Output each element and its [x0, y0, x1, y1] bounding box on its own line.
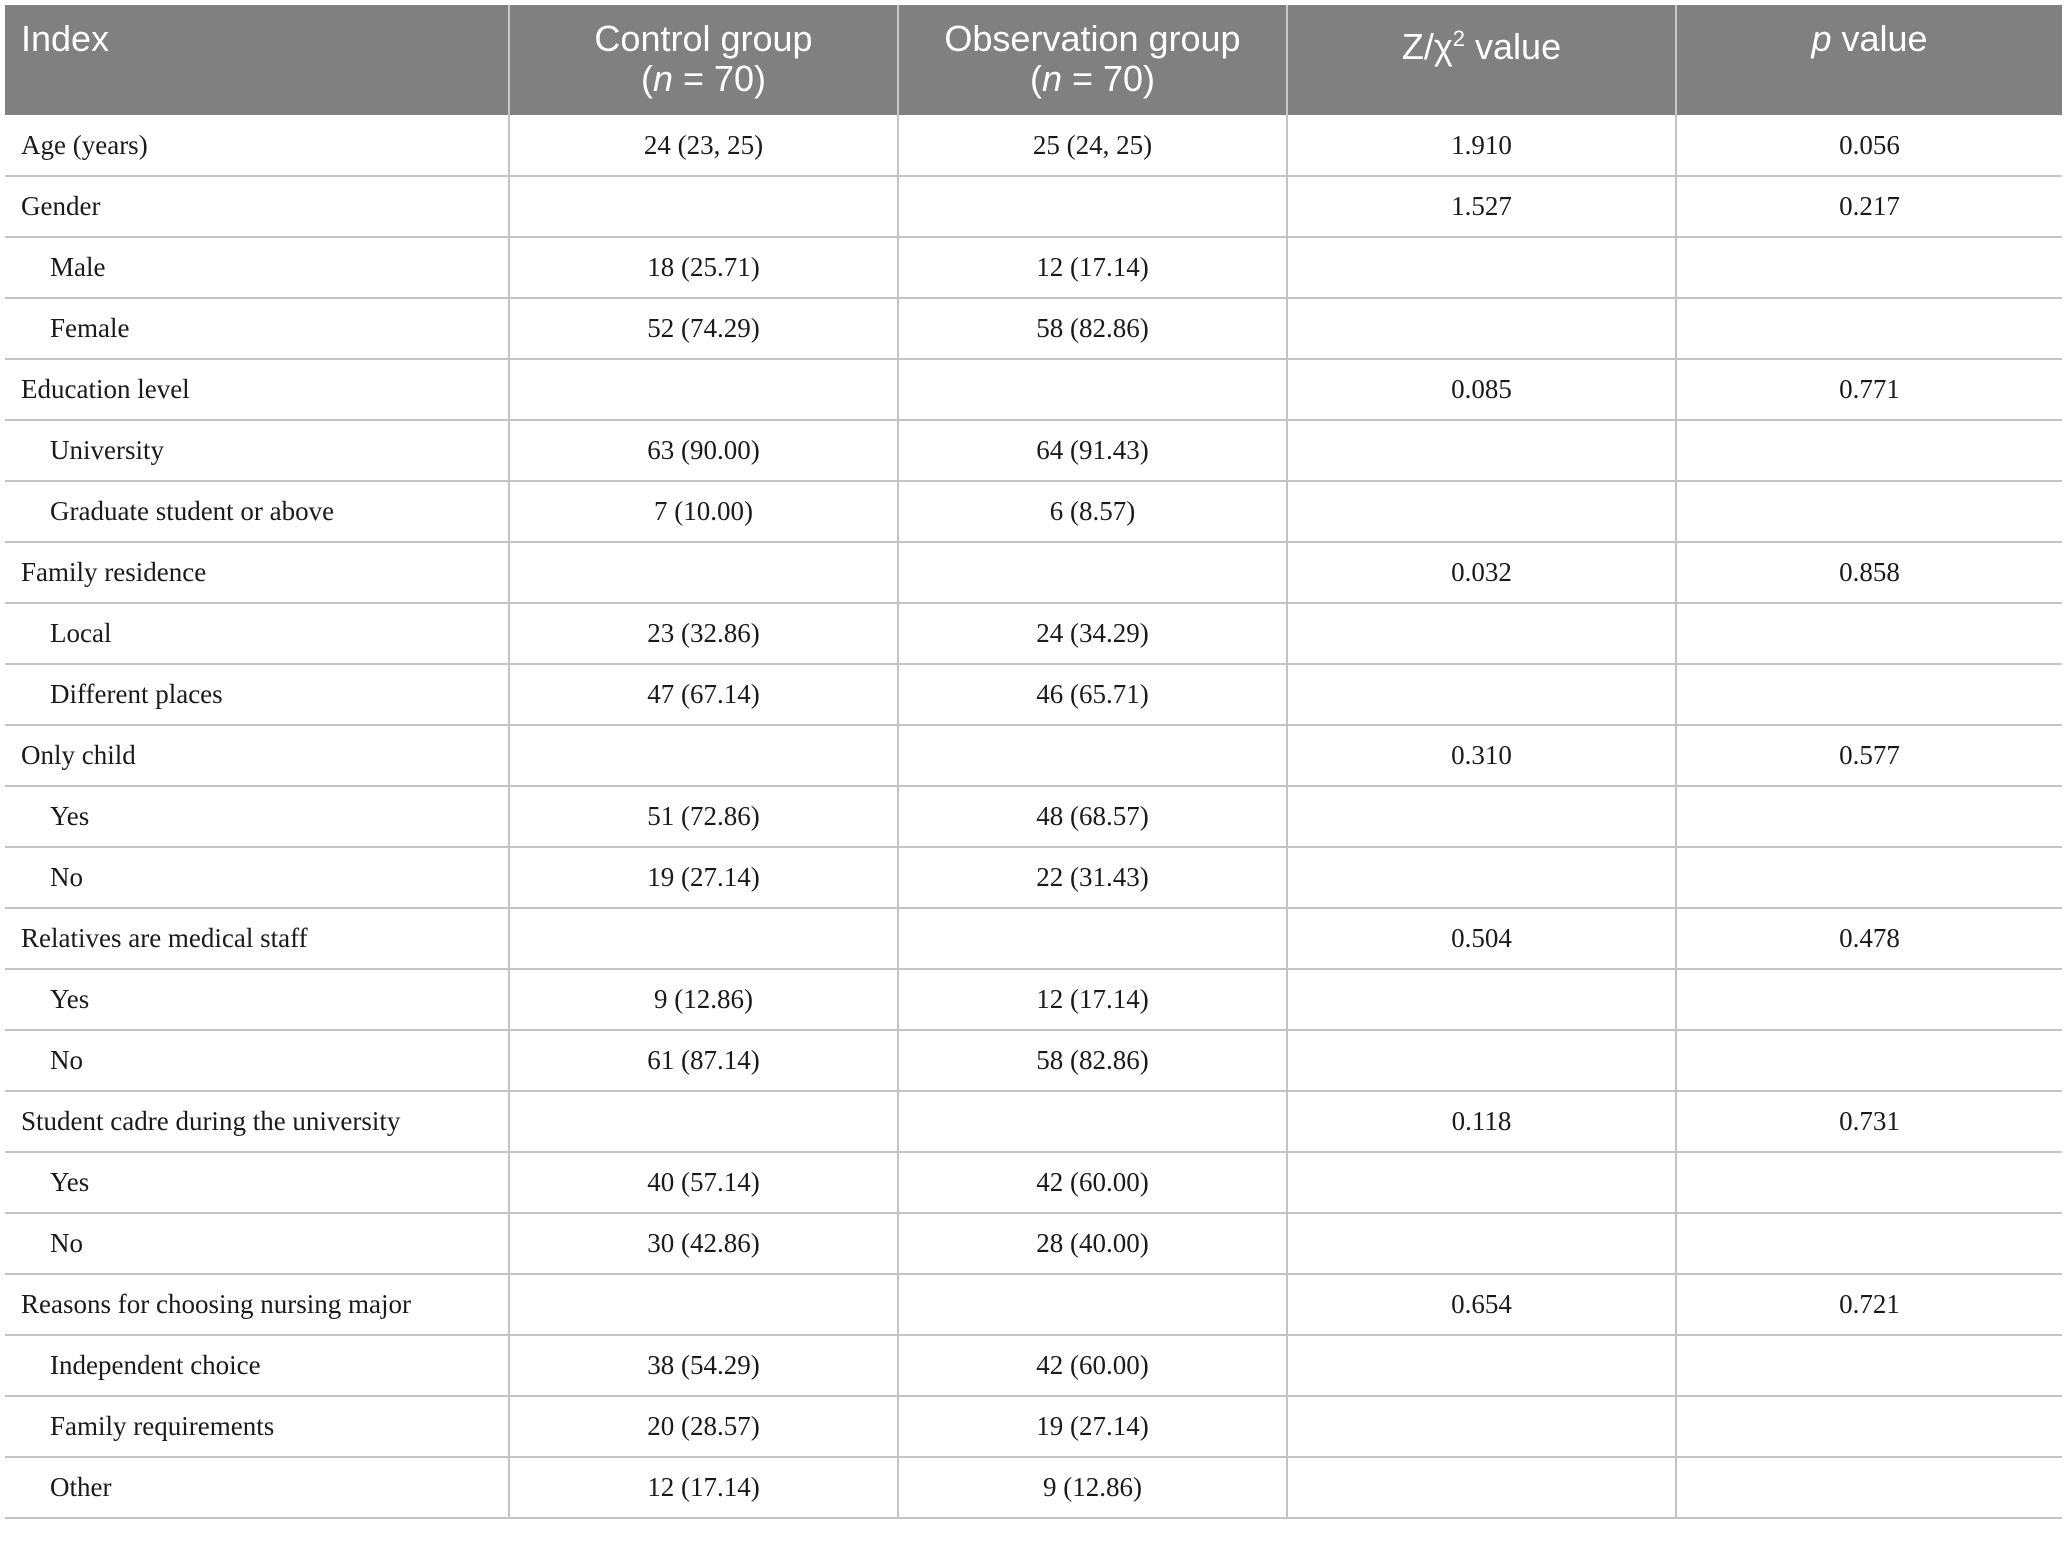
- statistic-value: [1287, 1457, 1676, 1518]
- table-row: [5, 664, 2062, 725]
- observation-value: 9 (12.86): [898, 1457, 1287, 1518]
- row-label: Only child: [5, 725, 509, 786]
- statistic-value: 0.118: [1287, 1091, 1676, 1152]
- observation-value: 22 (31.43): [898, 847, 1287, 908]
- statistic-value: [1287, 786, 1676, 847]
- observation-value: 64 (91.43): [898, 420, 1287, 481]
- p-value: [1676, 786, 2062, 847]
- table-row: [5, 1335, 2062, 1396]
- table-row: [5, 908, 2062, 969]
- statistic-value: [1287, 420, 1676, 481]
- table-header: [5, 5, 2062, 115]
- row-label: Reasons for choosing nursing major: [5, 1274, 509, 1335]
- header-statistic-label: [1304, 19, 1659, 67]
- control-value: 12 (17.14): [509, 1457, 898, 1518]
- header-statistic: [1287, 5, 1676, 115]
- observation-value: [898, 908, 1287, 969]
- observation-value: 42 (60.00): [898, 1152, 1287, 1213]
- table-row: [5, 603, 2062, 664]
- table-row: [5, 1457, 2062, 1518]
- row-label: No: [5, 1030, 509, 1091]
- row-label: Education level: [5, 359, 509, 420]
- header-row: [5, 5, 2062, 115]
- row-label: Student cadre during the university: [5, 1091, 509, 1152]
- observation-value: 24 (34.29): [898, 603, 1287, 664]
- p-value: [1676, 1030, 2062, 1091]
- header-control-group: [509, 5, 898, 115]
- statistic-value: [1287, 1030, 1676, 1091]
- table-row: [5, 1213, 2062, 1274]
- statistic-value: [1287, 1335, 1676, 1396]
- header-observation-n: (n = 70): [1029, 58, 1156, 99]
- row-label: Other: [5, 1457, 509, 1518]
- row-label: No: [5, 847, 509, 908]
- observation-value: [898, 1091, 1287, 1152]
- table-row: [5, 359, 2062, 420]
- observation-value: 25 (24, 25): [898, 115, 1287, 176]
- header-index-label: Index: [21, 18, 110, 59]
- p-value: [1676, 664, 2062, 725]
- observation-value: 42 (60.00): [898, 1335, 1287, 1396]
- observation-value: [898, 176, 1287, 237]
- control-value: [509, 1091, 898, 1152]
- header-p-value-label: [1693, 19, 2046, 59]
- p-value: [1676, 847, 2062, 908]
- table-row: [5, 420, 2062, 481]
- control-value: 52 (74.29): [509, 298, 898, 359]
- p-value: 0.771: [1676, 359, 2062, 420]
- observation-value: 12 (17.14): [898, 237, 1287, 298]
- row-label: Different places: [5, 664, 509, 725]
- control-value: 23 (32.86): [509, 603, 898, 664]
- table-row: [5, 1396, 2062, 1457]
- control-value: 9 (12.86): [509, 969, 898, 1030]
- row-label: Yes: [5, 969, 509, 1030]
- p-value: [1676, 1213, 2062, 1274]
- p-value: [1676, 969, 2062, 1030]
- control-value: [509, 542, 898, 603]
- observation-value: 6 (8.57): [898, 481, 1287, 542]
- p-value: 0.858: [1676, 542, 2062, 603]
- statistic-value: 1.527: [1287, 176, 1676, 237]
- header-control-n-symbol: n: [652, 58, 673, 99]
- header-statistic-suffix: value: [1465, 26, 1562, 67]
- observation-value: 48 (68.57): [898, 786, 1287, 847]
- observation-value: [898, 1274, 1287, 1335]
- statistic-value: [1287, 1213, 1676, 1274]
- control-value: 20 (28.57): [509, 1396, 898, 1457]
- control-value: 61 (87.14): [509, 1030, 898, 1091]
- statistic-value: [1287, 664, 1676, 725]
- control-value: 51 (72.86): [509, 786, 898, 847]
- row-label: No: [5, 1213, 509, 1274]
- table-body: [5, 115, 2062, 1518]
- row-label: Independent choice: [5, 1335, 509, 1396]
- p-value: 0.478: [1676, 908, 2062, 969]
- row-label: Male: [5, 237, 509, 298]
- control-value: 18 (25.71): [509, 237, 898, 298]
- table-row: [5, 725, 2062, 786]
- statistic-value: 0.654: [1287, 1274, 1676, 1335]
- observation-value: 19 (27.14): [898, 1396, 1287, 1457]
- control-value: 19 (27.14): [509, 847, 898, 908]
- header-p-suffix: value: [1831, 18, 1928, 59]
- p-value: [1676, 298, 2062, 359]
- table-container: [5, 5, 2062, 1519]
- p-value: 0.577: [1676, 725, 2062, 786]
- row-label: Local: [5, 603, 509, 664]
- observation-value: [898, 542, 1287, 603]
- p-value: [1676, 603, 2062, 664]
- statistic-value: 0.310: [1287, 725, 1676, 786]
- statistic-value: [1287, 969, 1676, 1030]
- p-value: [1676, 420, 2062, 481]
- table-row: [5, 786, 2062, 847]
- statistic-value: [1287, 298, 1676, 359]
- p-value: 0.721: [1676, 1274, 2062, 1335]
- observation-value: 46 (65.71): [898, 664, 1287, 725]
- table-row: [5, 542, 2062, 603]
- statistic-value: [1287, 603, 1676, 664]
- header-observation-label: Observation group: [944, 18, 1241, 59]
- header-control-n: (n = 70): [640, 58, 767, 99]
- table-row: [5, 298, 2062, 359]
- header-control-label: Control group: [594, 18, 813, 59]
- control-value: 24 (23, 25): [509, 115, 898, 176]
- p-value: 0.217: [1676, 176, 2062, 237]
- table-row: [5, 237, 2062, 298]
- table-row: [5, 1274, 2062, 1335]
- statistic-value: 0.032: [1287, 542, 1676, 603]
- table-row: [5, 1030, 2062, 1091]
- statistic-value: [1287, 847, 1676, 908]
- table-row: [5, 176, 2062, 237]
- p-value: [1676, 481, 2062, 542]
- p-value: 0.731: [1676, 1091, 2062, 1152]
- header-observation-n-symbol: n: [1041, 58, 1062, 99]
- table-row: [5, 847, 2062, 908]
- control-value: [509, 359, 898, 420]
- header-observation-group: [898, 5, 1287, 115]
- observation-value: [898, 725, 1287, 786]
- p-value: [1676, 1335, 2062, 1396]
- header-index: [5, 5, 509, 115]
- p-value: [1676, 237, 2062, 298]
- control-value: [509, 176, 898, 237]
- row-label: Age (years): [5, 115, 509, 176]
- row-label: Gender: [5, 176, 509, 237]
- observation-value: 58 (82.86): [898, 1030, 1287, 1091]
- control-value: 40 (57.14): [509, 1152, 898, 1213]
- row-label: Family requirements: [5, 1396, 509, 1457]
- p-value: [1676, 1152, 2062, 1213]
- control-value: 30 (42.86): [509, 1213, 898, 1274]
- header-observation-n-value: = 70): [1061, 58, 1156, 99]
- table-row: [5, 969, 2062, 1030]
- observation-value: 58 (82.86): [898, 298, 1287, 359]
- statistic-value: [1287, 1152, 1676, 1213]
- observation-value: 28 (40.00): [898, 1213, 1287, 1274]
- row-label: University: [5, 420, 509, 481]
- row-label: Yes: [5, 1152, 509, 1213]
- control-value: 7 (10.00): [509, 481, 898, 542]
- control-value: [509, 1274, 898, 1335]
- header-control-n-value: = 70): [672, 58, 767, 99]
- statistic-value: [1287, 1396, 1676, 1457]
- row-label: Relatives are medical staff: [5, 908, 509, 969]
- row-label: Graduate student or above: [5, 481, 509, 542]
- row-label: Family residence: [5, 542, 509, 603]
- header-p-symbol: p: [1811, 18, 1832, 59]
- row-label: Yes: [5, 786, 509, 847]
- statistic-value: 0.504: [1287, 908, 1676, 969]
- table-row: [5, 115, 2062, 176]
- control-value: [509, 908, 898, 969]
- control-value: 38 (54.29): [509, 1335, 898, 1396]
- table-row: [5, 1091, 2062, 1152]
- statistic-value: 1.910: [1287, 115, 1676, 176]
- baseline-characteristics-table: [5, 5, 2062, 1519]
- statistic-value: 0.085: [1287, 359, 1676, 420]
- control-value: 47 (67.14): [509, 664, 898, 725]
- control-value: 63 (90.00): [509, 420, 898, 481]
- table-row: [5, 1152, 2062, 1213]
- p-value: [1676, 1396, 2062, 1457]
- p-value: [1676, 1457, 2062, 1518]
- row-label: Female: [5, 298, 509, 359]
- statistic-value: [1287, 481, 1676, 542]
- table-row: [5, 481, 2062, 542]
- observation-value: 12 (17.14): [898, 969, 1287, 1030]
- control-value: [509, 725, 898, 786]
- header-statistic-superscript: 2: [1452, 26, 1466, 51]
- header-p-value: [1676, 5, 2062, 115]
- p-value: 0.056: [1676, 115, 2062, 176]
- header-statistic-prefix: Z/χ: [1401, 26, 1453, 67]
- statistic-value: [1287, 237, 1676, 298]
- observation-value: [898, 359, 1287, 420]
